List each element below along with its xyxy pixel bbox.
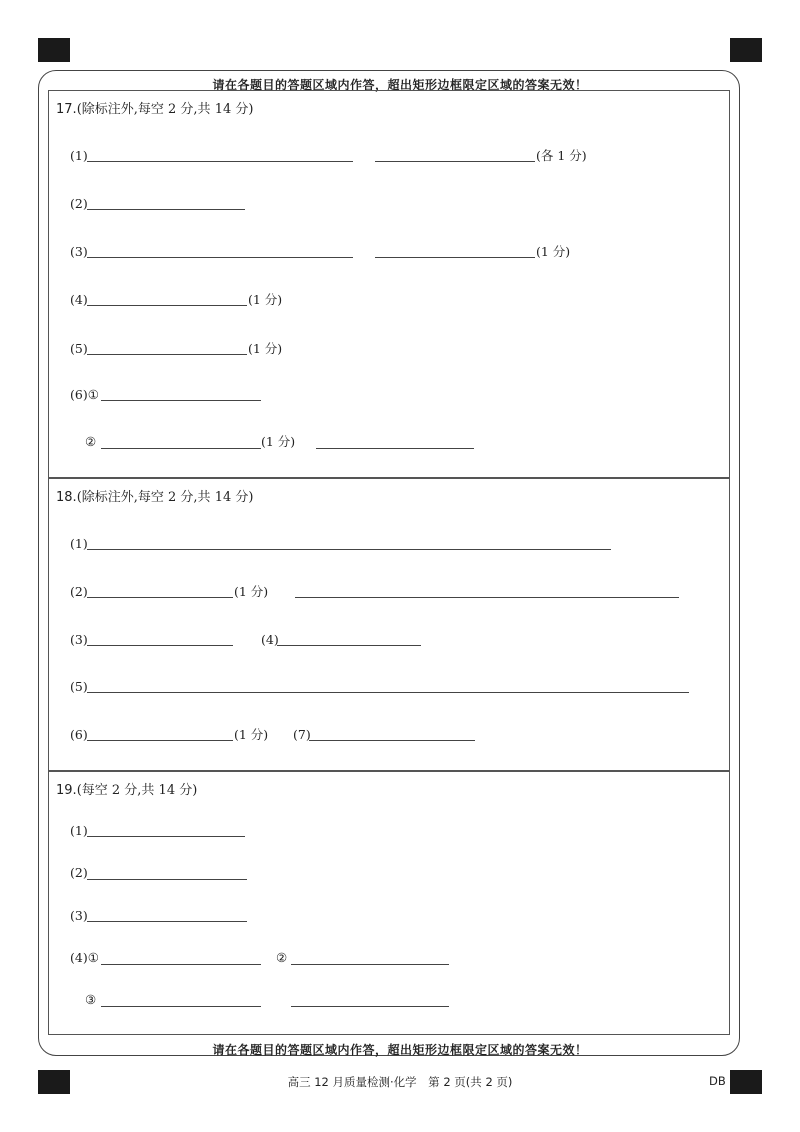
q17-blank-2[interactable] (87, 209, 245, 210)
q19-blank-2[interactable] (87, 879, 247, 880)
q17-blank-6c[interactable] (316, 448, 474, 449)
q18-blank-2b[interactable] (295, 597, 679, 598)
q18-blank-7[interactable] (309, 740, 475, 741)
q19-label-4c: ③ (85, 992, 97, 1007)
q17-label-5: (5) (70, 341, 88, 356)
q18-note-6: (1 分) (234, 727, 269, 742)
q18-blank-5[interactable] (87, 692, 689, 693)
q17-note-5: (1 分) (248, 341, 283, 356)
q18-blank-3[interactable] (87, 645, 233, 646)
q18-label-4: (4) (261, 632, 279, 647)
q19-blank-4d[interactable] (291, 1006, 449, 1007)
q17-label-6: (6)① (70, 387, 99, 402)
q18-label-5: (5) (70, 679, 88, 694)
q18-label-2: (2) (70, 584, 88, 599)
q17-label-1: (1) (70, 148, 88, 163)
q17-blank-3a[interactable] (87, 257, 353, 258)
q17-blank-6a[interactable] (101, 400, 261, 401)
q17-note-1: (各 1 分) (536, 148, 587, 163)
q18-label-7: (7) (293, 727, 311, 742)
warning-banner-bottom: 请在各题目的答题区域内作答，超出矩形边框限定区域的答案无效！ (212, 1043, 588, 1057)
q18-blank-4[interactable] (277, 645, 421, 646)
question-18-title: 18.(除标注外,每空 2 分,共 14 分) (56, 490, 254, 505)
q19-label-3: (3) (70, 908, 88, 923)
q17-note-6b: (1 分) (261, 434, 296, 449)
question-19-box (48, 771, 730, 1035)
q18-label-3: (3) (70, 632, 88, 647)
page-footer: 高三 12 月质量检测·化学 第 2 页(共 2 页) (287, 1075, 513, 1089)
registration-mark-top-right (730, 38, 762, 62)
q17-note-4: (1 分) (248, 292, 283, 307)
q18-note-2: (1 分) (234, 584, 269, 599)
question-18-box (48, 478, 730, 771)
q17-blank-5[interactable] (87, 354, 247, 355)
q17-label-2: (2) (70, 196, 88, 211)
q19-label-4b: ② (276, 950, 288, 965)
q18-blank-2a[interactable] (87, 597, 233, 598)
question-17-title: 17.(除标注外,每空 2 分,共 14 分) (56, 102, 254, 117)
question-17-box (48, 90, 730, 478)
q19-blank-4b[interactable] (291, 964, 449, 965)
q17-label-6b: ② (85, 434, 97, 449)
q17-label-3: (3) (70, 244, 88, 259)
q19-blank-1[interactable] (87, 836, 245, 837)
q17-note-3: (1 分) (536, 244, 571, 259)
registration-mark-top-left (38, 38, 70, 62)
q18-blank-1[interactable] (87, 549, 611, 550)
paper-code: DB (709, 1074, 726, 1088)
q19-label-4: (4)① (70, 950, 99, 965)
q18-label-6: (6) (70, 727, 88, 742)
q17-blank-4[interactable] (87, 305, 247, 306)
q17-blank-1b[interactable] (375, 161, 535, 162)
question-19-title: 19.(每空 2 分,共 14 分) (56, 783, 198, 798)
q19-blank-3[interactable] (87, 921, 247, 922)
q19-label-1: (1) (70, 823, 88, 838)
q18-label-1: (1) (70, 536, 88, 551)
q17-blank-1a[interactable] (87, 161, 353, 162)
q18-blank-6[interactable] (87, 740, 233, 741)
q19-blank-4a[interactable] (101, 964, 261, 965)
q17-blank-3b[interactable] (375, 257, 535, 258)
q19-blank-4c[interactable] (101, 1006, 261, 1007)
q17-blank-6b[interactable] (101, 448, 261, 449)
q17-label-4: (4) (70, 292, 88, 307)
warning-banner-top: 请在各题目的答题区域内作答，超出矩形边框限定区域的答案无效！ (212, 78, 588, 92)
q19-label-2: (2) (70, 865, 88, 880)
